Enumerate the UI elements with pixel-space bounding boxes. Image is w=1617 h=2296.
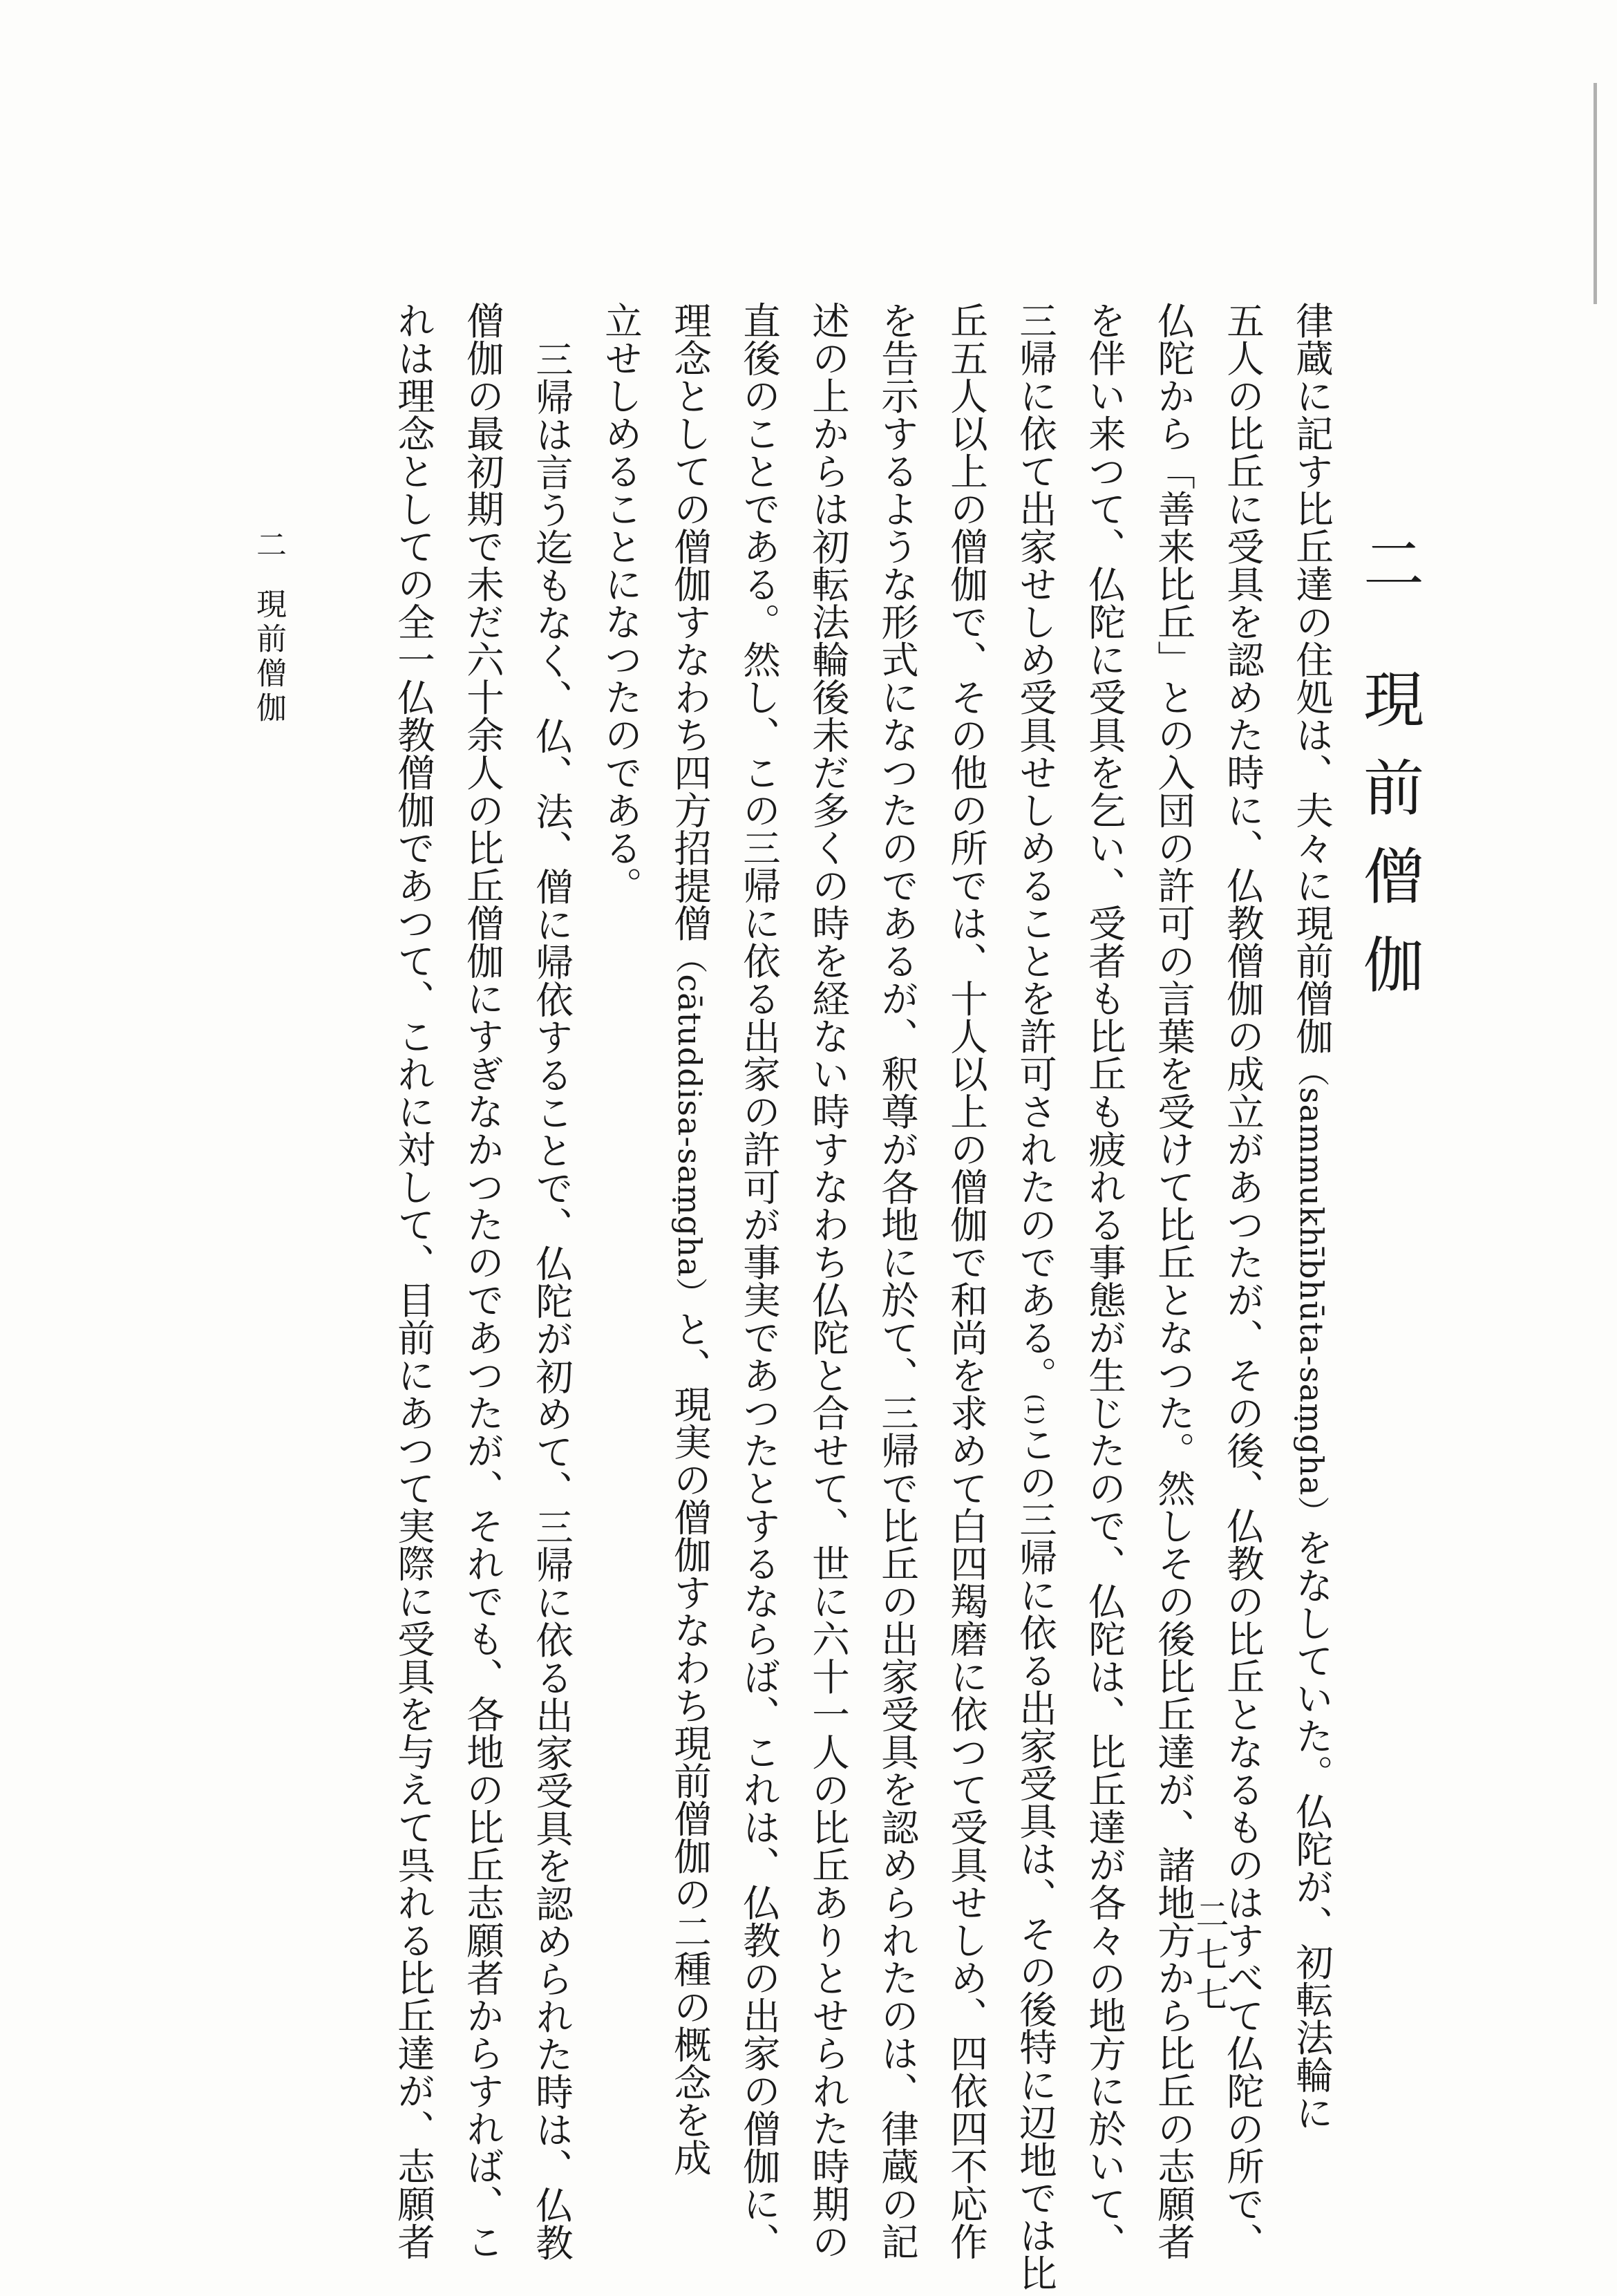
running-header-number: 二 <box>251 529 286 563</box>
text-line <box>1277 301 1346 2257</box>
text-segment: 三帰に依て出家せしめ受具せしめることを許可されたのである。 <box>1013 301 1057 1394</box>
section-title: 二 現前僧伽 <box>1354 532 1425 1022</box>
text-line: を伴い来つて、仏陀に受具を乞い、受者も比丘も疲れる事態が生じたので、仏陀は、比丘達が各々の地方に於いて、 <box>1082 301 1126 2260</box>
text-line: 仏陀から「善来比丘」との入団の許可の言葉を受けて比丘となつた。然しその後比丘達が、諸地方から比丘の志願者 <box>1151 301 1195 2260</box>
scan-edge-mark <box>1594 83 1597 304</box>
text-line <box>1001 301 1070 2292</box>
text-line: を告示するような形式になつたのであるが、釈尊が各地に於て、三帰で比丘の出家受具を認められたのは、律蔵の記 <box>875 301 919 2260</box>
text-line: 僧伽の最初期で未だ六十余人の比丘僧伽にすぎなかつたのであつたが、それでも、各地の比丘志願者からすれば、こ <box>460 301 504 2260</box>
text-line: 述の上からは初転法輪後未だ多くの時を経ない時すなわち仏陀と合せて、世に六十一人の比丘ありとせられた時期の <box>806 301 850 2260</box>
running-header-title: 現前僧伽 <box>251 588 286 726</box>
text-line: 直後のことである。然し、この三帰に依る出家の許可が事実であつたとするならば、これは、仏教の出家の僧伽に、 <box>737 301 781 2260</box>
text-segment: 理念としての僧伽すなわち四方招提僧 <box>668 301 712 942</box>
running-header <box>249 529 287 726</box>
text-line: れは理念としての全一仏教僧伽であつて、これに対して、目前にあつて実際に受具を与えて呉れる比丘達が、志願者 <box>391 301 435 2260</box>
text-line: 丘五人以上の僧伽で、その他の所では、十人以上の僧伽で和尚を求めて白四羯磨に依つて受具せしめ、四依四不応作 <box>944 301 988 2260</box>
text-segment: この三帰に依る出家受具は、その後特に辺地では比 <box>1013 1424 1057 2292</box>
text-line: 立せしめることになつたのである。 <box>598 301 643 904</box>
text-line: 三帰は言う迄もなく、仏、法、僧に帰依することで、仏陀が初めて、三帰に依る出家受具を認められた時は、仏教 <box>529 340 574 2261</box>
footnote-marker: (1) <box>1022 1393 1048 1425</box>
text-segment: 律蔵に記す比丘達の住処は、夫々に現前僧伽 <box>1289 301 1334 1055</box>
latin-term: （sammukhībhūta-saṃgha） <box>1293 1055 1330 1529</box>
text-segment: をなしていた。仏陀が、初転法輪に <box>1289 1528 1334 2132</box>
page-number: 二七七 <box>1190 1897 1229 2017</box>
latin-term: （cātuddisa-saṃgha） <box>671 941 708 1310</box>
text-line: 五人の比丘に受具を認めた時に、仏教僧伽の成立があつたが、その後、仏教の比丘となるものはすべて仏陀の所で、 <box>1220 301 1265 2260</box>
text-line <box>655 301 724 2257</box>
text-segment: と、現実の僧伽すなわち現前僧伽の二種の概念を成 <box>668 1310 712 2176</box>
